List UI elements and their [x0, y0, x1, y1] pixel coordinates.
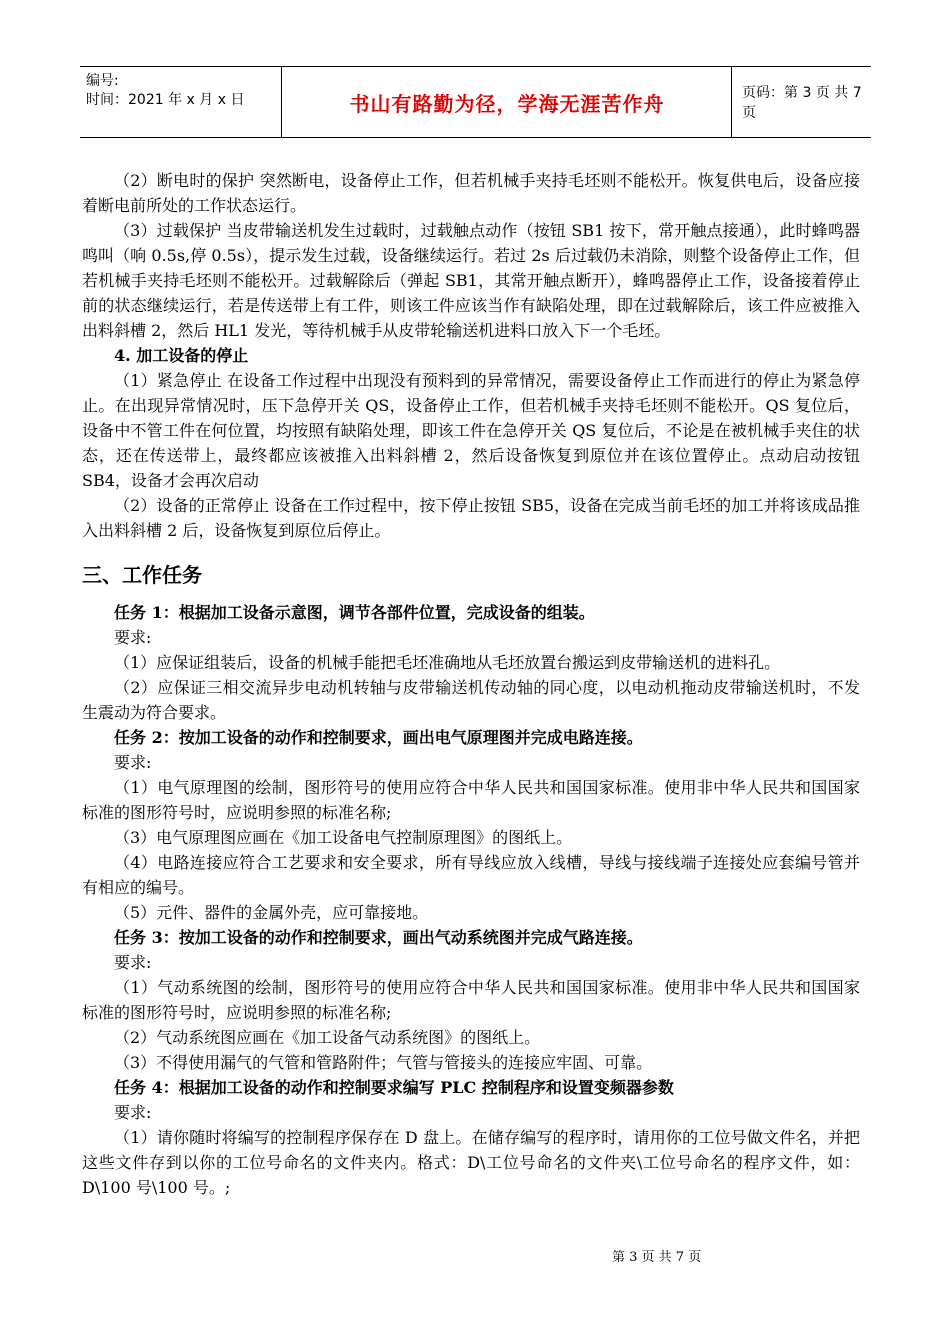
header-page-cell — [732, 67, 871, 137]
task-item: （1）应保证组装后，设备的机械手能把毛坯准确地从毛坯放置台搬运到皮带输送机的进料孔。 — [114, 653, 781, 672]
number-label: 编号: — [86, 73, 119, 89]
task-title: 任务 4：根据加工设备的动作和控制要求编写 PLC 控制程序和设置变频器参数 — [114, 1078, 674, 1097]
task-requirement-label: 要求: — [114, 753, 152, 772]
paragraph-emergency-stop: （1）紧急停止 在设备工作过程中出现没有预料到的异常情况，需要设备停止工作而进行的停止为紧急停止。在出现异常情况时，压下急停开关 QS，设备停止工作，但若机械手夹持毛坯则不能松开。QS 复位后，设备中不管工件在何位置，均按照有缺陷处理，即该工件在急停开关 QS 复位后，不论是在被机械手夹住的状态，还在传送带上，最终都应该被推入出料斜槽 2，然后设备恢复到原位并在该位置停止。点动启动按钮 SB4，设备才会再次启动 — [82, 371, 860, 490]
task-block — [82, 1075, 860, 1200]
task-item: （2）应保证三相交流异步电动机转轴与皮带输送机传动轴的同心度，以电动机拖动皮带输送机时，不发生震动为符合要求。 — [82, 678, 860, 722]
header-info-cell — [80, 67, 282, 137]
motto-text: 书山有路勤为径，学海无涯苦作舟 — [349, 91, 665, 116]
time-label: 时间：2021 年 x 月 x 日 — [86, 92, 245, 108]
page-code: 页码：第 3 页 共 7 页 — [742, 85, 862, 121]
task-item: （4）电路连接应符合工艺要求和安全要求，所有导线应放入线槽，导线与接线端子连接处应套编号管并有相应的编号。 — [82, 853, 860, 897]
task-item: （1）请你随时将编写的控制程序保存在 D 盘上。在储存编写的程序时，请用你的工位号做文件名，并把这些文件存到以你的工位号命名的文件夹内。格式：D\工位号命名的文件夹\工位号命名的程序文件，如：D\100 号\100 号。; — [82, 1128, 860, 1197]
task-item: （1）电气原理图的绘制，图形符号的使用应符合中华人民共和国国家标准。使用非中华人民共和国国家标准的图形符号时，应说明参照的标准名称; — [82, 778, 860, 822]
task-item: （1）气动系统图的绘制，图形符号的使用应符合中华人民共和国国家标准。使用非中华人民共和国国家标准的图形符号时，应说明参照的标准名称; — [82, 978, 860, 1022]
document-header — [80, 66, 871, 138]
task-block — [82, 725, 860, 925]
task-block — [82, 600, 860, 725]
task-title: 任务 1：根据加工设备示意图，调节各部件位置，完成设备的组装。 — [114, 603, 595, 622]
task-requirement-label: 要求: — [114, 953, 152, 972]
document-body — [82, 168, 860, 1200]
task-title: 任务 3：按加工设备的动作和控制要求，画出气动系统图并完成气路连接。 — [114, 928, 643, 947]
task-item: （2）气动系统图应画在《加工设备气动系统图》的图纸上。 — [114, 1028, 541, 1047]
task-requirement-label: 要求: — [114, 628, 152, 647]
task-title: 任务 2：按加工设备的动作和控制要求，画出电气原理图并完成电路连接。 — [114, 728, 643, 747]
section-title: 三、工作任务 — [82, 563, 202, 587]
paragraph-power-off: （2）断电时的保护 突然断电，设备停止工作，但若机械手夹持毛坯则不能松开。恢复供电后，设备应接着断电前所处的工作状态运行。 — [82, 171, 860, 215]
paragraph-overload: （3）过载保护 当皮带输送机发生过载时，过载触点动作（按钮 SB1 按下，常开触点接通），此时蜂鸣器鸣叫（响 0.5s,停 0.5s），提示发生过载，设备继续运行。若过 2s 后过载仍未消除，则整个设备停止工作，但若机械手夹持毛坯则不能松开。过载解除后（弹起 SB1，其常开触点断开），蜂鸣器停止工作，设备接着停止前的状态继续运行，若是传送带上有工件，则该工件应该当作有缺陷处理，即在过载解除后，该工件应被推入出料斜槽 2，然后 HL1 发光，等待机械手从皮带轮输送机进料口放入下一个毛坯。 — [82, 221, 860, 340]
task-requirement-label: 要求: — [114, 1103, 152, 1122]
paragraph-normal-stop: （2）设备的正常停止 设备在工作过程中，按下停止按钮 SB5，设备在完成当前毛坯的加工并将该成品推入出料斜槽 2 后，设备恢复到原位后停止。 — [82, 496, 860, 540]
footer-page-number: 第 3 页 共 7 页 — [612, 1250, 702, 1265]
task-item: （3）电气原理图应画在《加工设备电气控制原理图》的图纸上。 — [114, 828, 573, 847]
subheading-stop: 4. 加工设备的停止 — [114, 346, 249, 365]
task-item: （5）元件、器件的金属外壳，应可靠接地。 — [114, 903, 429, 922]
header-motto-cell — [283, 67, 732, 137]
task-block — [82, 925, 860, 1075]
task-item: （3）不得使用漏气的气管和管路附件；气管与管接头的连接应牢固、可靠。 — [114, 1053, 653, 1072]
